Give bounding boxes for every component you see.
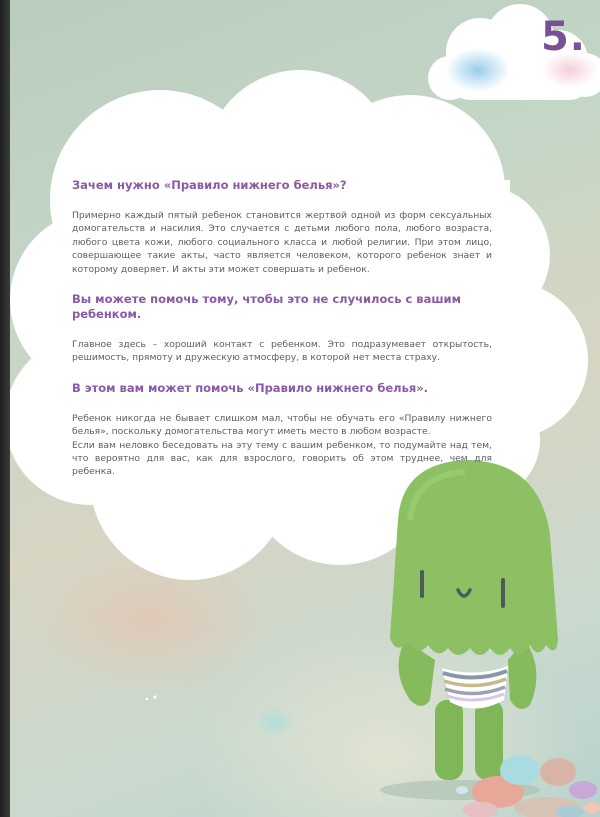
section-heading: Вы можете помочь тому, чтобы это не случилось с вашим ребенком.	[72, 292, 461, 322]
section-heading: В этом вам может помочь «Правило нижнего белья».	[72, 380, 429, 395]
paragraph: Главное здесь – хороший контакт с ребенком. Это подразумевает открытость, решимость, прямоту и дружескую атмосферу, в которой нет места страху.	[72, 339, 492, 364]
page	[10, 0, 600, 817]
paragraph: Если вам неловко беседовать на эту тему с вашим ребенком, то подумайте над тем, что вероятно для вас, как для взрослого, говорить об этом труднее, чем для ребенка.	[72, 439, 492, 478]
paragraph: Ребенок никогда не бывает слишком мал, чтобы не обучать его «Правилу нижнего белья», поскольку домогательства могут иметь место в любом возрасте.	[72, 412, 492, 438]
article	[72, 178, 492, 479]
paragraph: Примерно каждый пятый ребенок становится жертвой одной из форм сексуальных домогательств и насилия. Это случается с детьми любого пола, любого возраста, любого цвета кожи, любого социального класса и любой религии. При этом лицо, совершающее такие акты, часто является человеком, которого ребенок знает и которому доверяет. И акты эти может совершать и ребенок.	[72, 210, 492, 275]
page-edge	[0, 0, 10, 817]
page-number: 5.	[540, 14, 586, 60]
underwear-icon	[442, 666, 508, 709]
section-heading: Зачем нужно «Правило нижнего белья»?	[72, 178, 347, 192]
